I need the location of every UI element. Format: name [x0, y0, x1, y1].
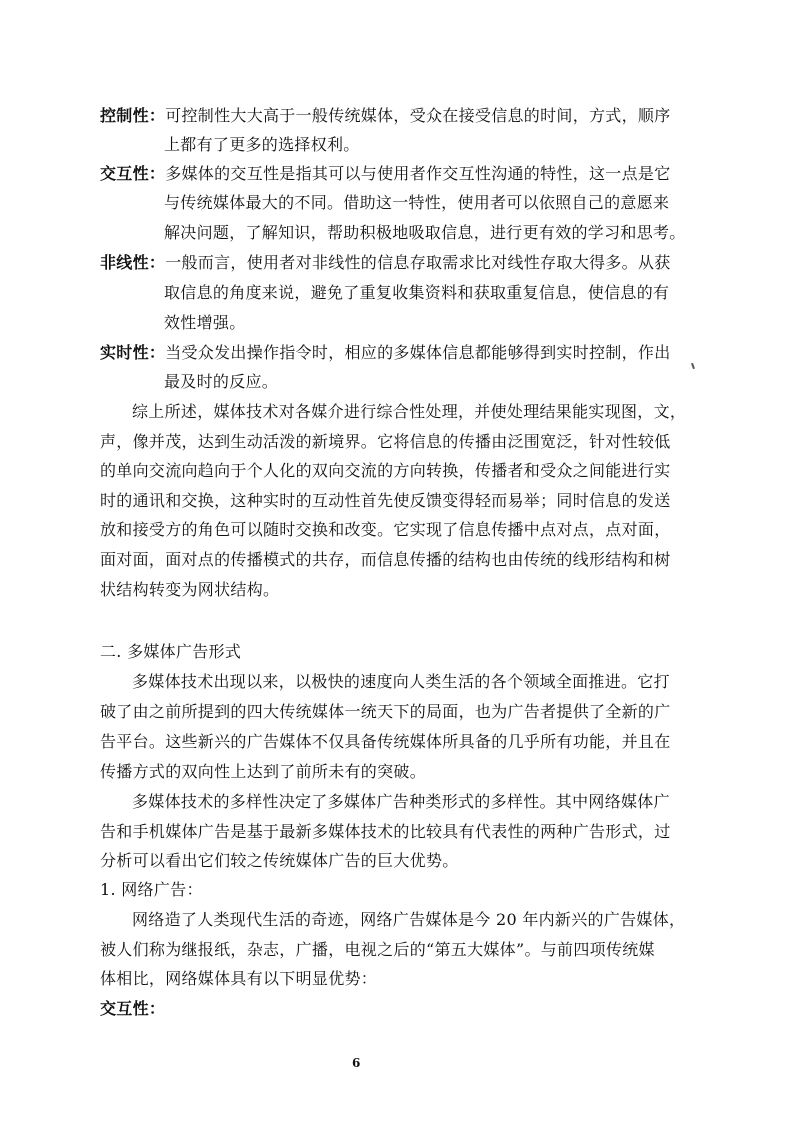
paragraph-line: 多媒体技术出现以来，以极快的速度向人类生活的各个领域全面推进。它打 — [132, 672, 670, 691]
definition-line: 解决问题，了解知识，帮助积极地吸取信息，进行更有效的学习和思考。 — [164, 223, 686, 242]
paragraph-line: 放和接受方的角色可以随时交换和改变。它实现了信息传播中点对点，点对面， — [100, 520, 671, 539]
definition-line — [100, 104, 671, 128]
paragraph-line: 综上所述，媒体技术对各媒介进行综合性处理，并使处理结果能实现图，文， — [132, 402, 687, 421]
paragraph-line: 声，像并茂，达到生动活泼的新境界。它将信息的传播由泛围宽泛，针对性较低 — [100, 432, 671, 451]
definition-line — [100, 341, 671, 365]
subsection-heading: 1. 网络广告： — [100, 880, 203, 899]
definition-text: 当受众发出操作指令时，相应的多媒体信息都能够得到实时控制，作出 — [165, 343, 671, 362]
definition-text: 一般而言，使用者对非线性的信息存取需求比对线性存取大得多。从获 — [165, 253, 671, 272]
paragraph-line: 面对面，面对点的传播模式的共存，而信息传播的结构也由传统的线形结构和树 — [100, 550, 671, 569]
paragraph-line: 告和手机媒体广告是基于最新多媒体技术的比较具有代表性的两种广告形式，过 — [100, 822, 671, 841]
section-heading: 二. 多媒体广告形式 — [100, 642, 242, 661]
definition-line — [100, 162, 671, 186]
definition-line: 最及时的反应。 — [164, 372, 279, 391]
paragraph-line: 网络造了人类现代生活的奇迹，网络广告媒体是今 20 年内新兴的广告媒体， — [132, 910, 686, 929]
definition-term: 交互性： — [100, 999, 166, 1018]
definition-text: 多媒体的交互性是指其可以与使用者作交互性沟通的特性，这一点是它 — [165, 164, 671, 183]
definition-term: 实时性： — [100, 343, 166, 362]
paragraph-line: 多媒体技术的多样性决定了多媒体广告种类形式的多样性。其中网络媒体广 — [132, 792, 670, 811]
paragraph-line: 分析可以看出它们较之传统媒体广告的巨大优势。 — [100, 851, 459, 870]
definition-line: 上都有了更多的选择权利。 — [164, 135, 360, 154]
paragraph-line: 被人们称为继报纸，杂志，广播，电视之后的“第五大媒体”。与前四项传统媒 — [100, 940, 655, 959]
definition-term: 交互性： — [100, 164, 166, 183]
paragraph-line: 传播方式的双向性上达到了前所未有的突破。 — [100, 762, 427, 781]
paragraph-line: 的单向交流向趋向于个人化的双向交流的方向转换，传播者和受众之间能进行实 — [100, 461, 671, 480]
definition-term: 控制性： — [100, 106, 166, 125]
paragraph-line: 时的通讯和交换，这种实时的互动性首先使反馈变得轻而易举；同时信息的发送 — [100, 491, 671, 510]
paragraph-line: 破了由之前所提到的四大传统媒体一统天下的局面，也为广告者提供了全新的广 — [100, 702, 671, 721]
paragraph-line: 状结构转变为网状结构。 — [100, 580, 280, 599]
definition-line: 与传统媒体最大的不同。借助这一特性，使用者可以依照自己的意愿来 — [164, 193, 670, 212]
definition-text: 可控制性大大高于一般传统媒体，受众在接受信息的时间，方式，顺序 — [165, 106, 671, 125]
page-number: 6 — [352, 1056, 361, 1070]
definition-line — [100, 251, 671, 275]
definition-term: 非线性： — [100, 253, 166, 272]
paragraph-line: 体相比，网络媒体具有以下明显优势： — [100, 969, 378, 988]
paragraph-line: 告平台。这些新兴的广告媒体不仅具备传统媒体所具备的几乎所有功能，并且在 — [100, 732, 671, 751]
definition-line: 取信息的角度来说，避免了重复收集资料和获取重复信息，使信息的有 — [164, 283, 670, 302]
definition-line: 效性增强。 — [164, 313, 246, 332]
scan-speck — [691, 363, 695, 369]
